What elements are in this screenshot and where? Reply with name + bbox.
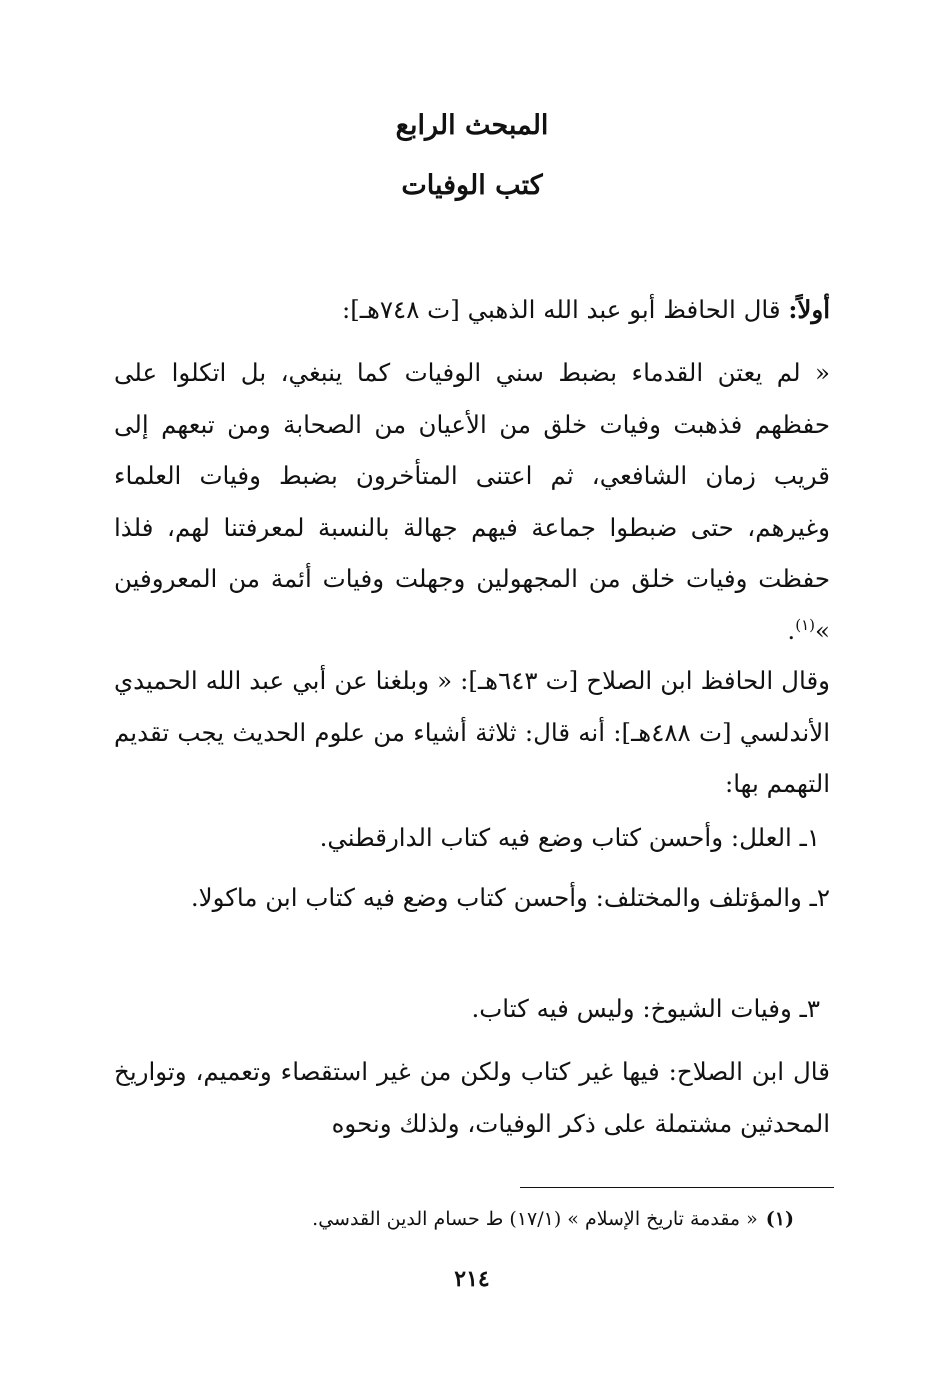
list-item: ١ـ العلل: وأحسن كتاب وضع فيه كتاب الدارقطني.	[319, 823, 820, 852]
list-item: ٣ـ وفيات الشيوخ: وليس فيه كتاب.	[471, 994, 820, 1023]
ibn-salah-paragraph: وقال الحافظ ابن الصلاح [ت ٦٤٣هـ]: « وبلغنا عن أبي عبد الله الحميدي الأندلسي [ت ٤٨٨هـ]: أنه قال: ثلاثة أشياء من علوم الحديث يجب تقديم التهمم بها:	[114, 666, 831, 798]
page-number: ٢١٤	[454, 1266, 490, 1292]
quote-text: « لم يعتن القدماء بضبط سني الوفيات كما ينبغي، بل اتكلوا على حفظهم فذهبت وفيات خلق من الأعيان من الصحابة ومن تبعهم إلى قريب زمان الشافعي، ثم اعتنى المتأخرون بضبط وفيات العلماء وغيرهم، حتى ضبطوا جماعة فيهم جهالة بالنسبة لمعرفتنا لهم، فلذا حفظت وفيات خلق من المجهولين وجهلت وفيات أئمة من المعروفين »	[114, 358, 830, 645]
footnote	[134, 1204, 794, 1234]
final-paragraph: قال ابن الصلاح: فيها غير كتاب ولكن من غير استقصاء وتعميم، وتواريخ المحدثين مشتملة على ذكر الوفيات، ولذلك ونحوه	[114, 1057, 830, 1138]
intro-paragraph	[114, 284, 830, 336]
section-subtitle: كتب الوفيات	[401, 170, 543, 201]
intro-lead: أولاً:	[788, 295, 830, 324]
section-title: المبحث الرابع	[395, 110, 549, 141]
list-item: ٢ـ والمؤتلف والمختلف: وأحسن كتاب وضع فيه كتاب ابن ماكولا.	[190, 883, 830, 912]
footnote-marker: (١)	[795, 615, 815, 634]
intro-text: قال الحافظ أبو عبد الله الذهبي [ت ٧٤٨هـ]:	[341, 295, 789, 324]
footnote-number: (١)	[765, 1208, 794, 1230]
dhahabi-quote	[114, 347, 830, 656]
footnote-text: « مقدمة تاريخ الإسلام » (١٧/١) ط حسام الدين القدسي.	[312, 1208, 758, 1230]
footnote-divider	[520, 1187, 834, 1188]
quote-end: .	[787, 615, 796, 645]
